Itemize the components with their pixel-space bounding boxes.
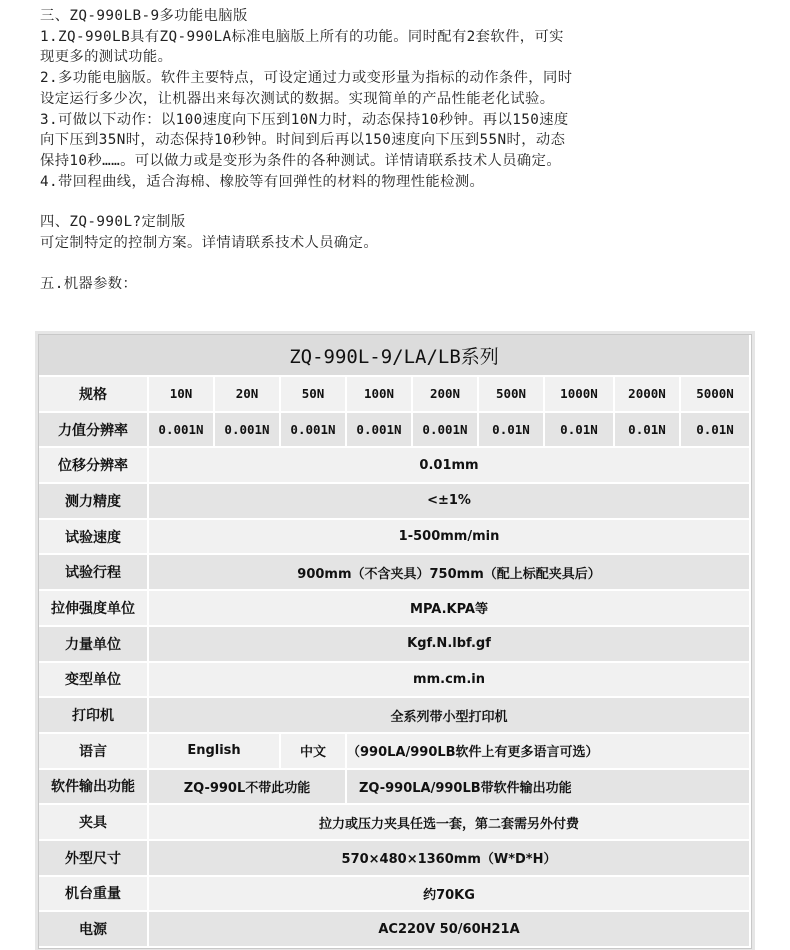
software-output-right: ZQ-990LA/990LB带软件输出功能: [347, 770, 751, 806]
row-label: 语言: [39, 734, 149, 770]
table-row: [39, 877, 751, 913]
row-label: 打印机: [39, 698, 149, 734]
row-label: 机台重量: [39, 877, 149, 913]
software-output-left: ZQ-990L不带此功能: [149, 770, 347, 806]
table-title-row: [39, 335, 751, 377]
table-row: [39, 627, 751, 663]
spec-table: [38, 334, 752, 949]
paragraph-2-line-2: 设定运行多少次，让机器出来每次测试的数据。实现简单的产品性能老化试验。: [40, 90, 555, 107]
table-row: [39, 448, 751, 484]
row-value: 拉力或压力夹具任选一套，第二套需另外付费: [149, 805, 751, 841]
row-label: 规格: [39, 377, 149, 413]
section5-title: 五.机器参数：: [40, 275, 138, 292]
resolution-cell: 0.001N: [413, 413, 479, 449]
row-value: 900mm（不含夹具）750mm（配上标配夹具后）: [149, 555, 751, 591]
capacity-cell: 10N: [149, 377, 215, 413]
row-value: MPA.KPA等: [149, 591, 751, 627]
row-label: 外型尺寸: [39, 841, 149, 877]
table-row: [39, 698, 751, 734]
resolution-cell: 0.01N: [615, 413, 681, 449]
row-label: 力值分辨率: [39, 413, 149, 449]
table-row: [39, 555, 751, 591]
resolution-cell: 0.01N: [681, 413, 751, 449]
row-value: AC220V 50/60H21A: [149, 912, 751, 948]
row-value: 570×480×1360mm（W*D*H）: [149, 841, 751, 877]
table-row: [39, 912, 751, 948]
capacity-cell: 500N: [479, 377, 545, 413]
paragraph-3-line-2: 向下压到35N时，动态保持10秒钟。时间到后再以150速度向下压到55N时，动态: [40, 132, 566, 149]
capacity-cell: 2000N: [615, 377, 681, 413]
resolution-cell: 0.001N: [215, 413, 281, 449]
resolution-cell: 0.001N: [347, 413, 413, 449]
capacity-cell: 5000N: [681, 377, 751, 413]
paragraph-1-line-2: 现更多的测试功能。: [40, 49, 173, 66]
section4-title: 四、ZQ-990L?定制版: [40, 214, 186, 231]
capacity-cell: 200N: [413, 377, 479, 413]
table-row: [39, 520, 751, 556]
row-label: 试验速度: [39, 520, 149, 556]
section4-body: 可定制特定的控制方案。详情请联系技术人员确定。: [40, 235, 379, 252]
table-row: [39, 734, 751, 770]
row-label: 力量单位: [39, 627, 149, 663]
paragraph-3-line-1: 3.可做以下动作：以100速度向下压到10N力时，动态保持10秒钟。再以150速度: [40, 111, 569, 128]
table-row: [39, 591, 751, 627]
table-title: ZQ-990L-9/LA/LB系列: [39, 335, 751, 377]
table-row: [39, 413, 751, 449]
table-row: [39, 377, 751, 413]
resolution-cell: 0.01N: [479, 413, 545, 449]
row-value: 1-500mm/min: [149, 520, 751, 556]
row-value: mm.cm.in: [149, 663, 751, 699]
row-value: 全系列带小型打印机: [149, 698, 751, 734]
table-row: [39, 805, 751, 841]
row-value: 0.01mm: [149, 448, 751, 484]
row-label: 测力精度: [39, 484, 149, 520]
intro-text: [40, 6, 780, 294]
table-row: [39, 841, 751, 877]
paragraph-2-line-1: 2.多功能电脑版。软件主要特点，可设定通过力或变形量为指标的动作条件，同时: [40, 70, 573, 87]
row-label: 拉伸强度单位: [39, 591, 149, 627]
section3-title: 三、ZQ-990LB-9多功能电脑版: [40, 8, 248, 24]
row-label: 软件输出功能: [39, 770, 149, 806]
row-value: 约70KG: [149, 877, 751, 913]
row-value: <±1%: [149, 484, 751, 520]
language-chinese: 中文: [281, 734, 347, 770]
table-row: [39, 770, 751, 806]
resolution-cell: 0.001N: [281, 413, 347, 449]
row-label: 位移分辨率: [39, 448, 149, 484]
paragraph-3-line-3: 保持10秒……。可以做力或是变形为条件的各种测试。详情请联系技术人员确定。: [40, 152, 562, 169]
table-row: [39, 663, 751, 699]
resolution-cell: 0.01N: [545, 413, 615, 449]
capacity-cell: 50N: [281, 377, 347, 413]
row-label: 试验行程: [39, 555, 149, 591]
resolution-cell: 0.001N: [149, 413, 215, 449]
row-label: 夹具: [39, 805, 149, 841]
row-label: 变型单位: [39, 663, 149, 699]
capacity-cell: 100N: [347, 377, 413, 413]
language-english: English: [149, 734, 281, 770]
paragraph-4-line-1: 4.带回程曲线，适合海棉、橡胶等有回弹性的材料的物理性能检测。: [40, 173, 485, 190]
row-value: Kgf.N.lbf.gf: [149, 627, 751, 663]
language-note: （990LA/990LB软件上有更多语言可选）: [347, 734, 751, 770]
row-label: 电源: [39, 912, 149, 948]
paragraph-1-line-1: 1.ZQ-990LB具有ZQ-990LA标准电脑版上所有的功能。同时配有2套软件，可实: [40, 28, 564, 45]
capacity-cell: 1000N: [545, 377, 615, 413]
capacity-cell: 20N: [215, 377, 281, 413]
table-row: [39, 484, 751, 520]
